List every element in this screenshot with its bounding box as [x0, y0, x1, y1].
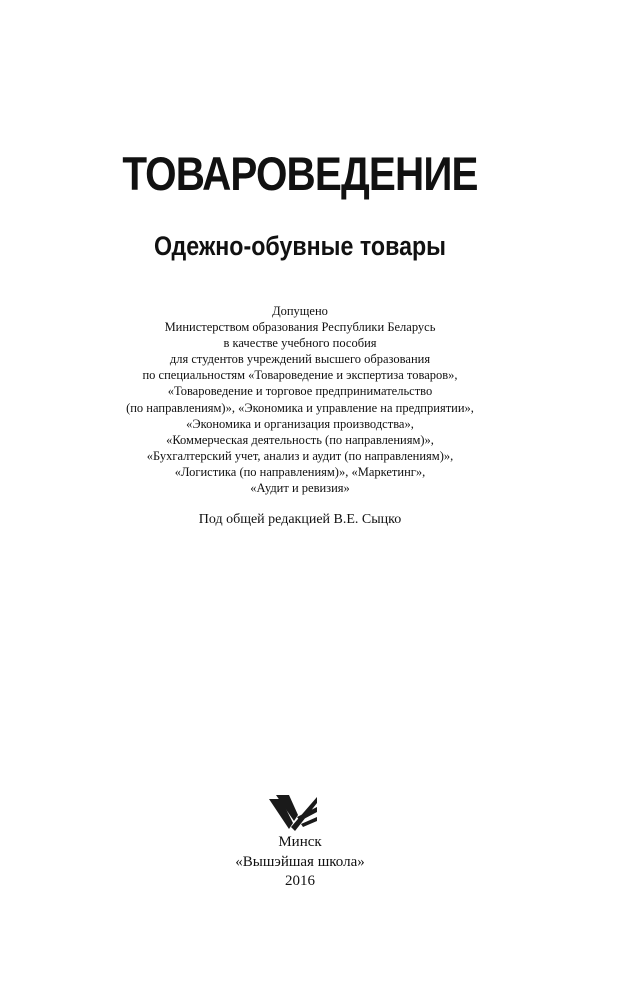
imprint	[0, 833, 600, 892]
approval-line: для студентов учреждений высшего образования	[169, 352, 431, 367]
approval-line: в качестве учебного пособия	[223, 336, 377, 351]
imprint-city: Минск	[278, 834, 322, 850]
book-subtitle: Одежно-обувные товары	[153, 231, 446, 261]
approval-line: Министерством образования Республики Беларусь	[164, 320, 436, 335]
approval-line: по специальностям «Товароведение и экспертиза товаров»,	[142, 368, 458, 383]
publisher-logo-icon	[267, 793, 319, 833]
approval-line: (по направлениям)», «Экономика и управление на предприятии»,	[126, 400, 474, 415]
book-title: ТОВАРОВЕДЕНИЕ	[122, 147, 478, 200]
approval-line: «Бухгалтерский учет, анализ и аудит (по направлениям)»,	[146, 448, 454, 463]
imprint-publisher: «Вышэйшая школа»	[235, 853, 365, 870]
approval-statement	[0, 303, 600, 496]
approval-line: «Коммерческая деятельность (по направлениям)»,	[166, 432, 434, 447]
approval-line: «Логистика (по направлениям)», «Маркетинг»,	[174, 464, 426, 479]
approval-line: Допущено	[272, 304, 328, 318]
approval-line: «Товароведение и торговое предпринимательство	[167, 384, 433, 399]
approval-line: «Аудит и ревизия»	[250, 481, 350, 496]
approval-line: «Экономика и организация производства»,	[186, 416, 414, 431]
imprint-year: 2016	[285, 873, 315, 889]
editor-credit: Под общей редакцией В.Е. Сыцко	[198, 512, 402, 527]
